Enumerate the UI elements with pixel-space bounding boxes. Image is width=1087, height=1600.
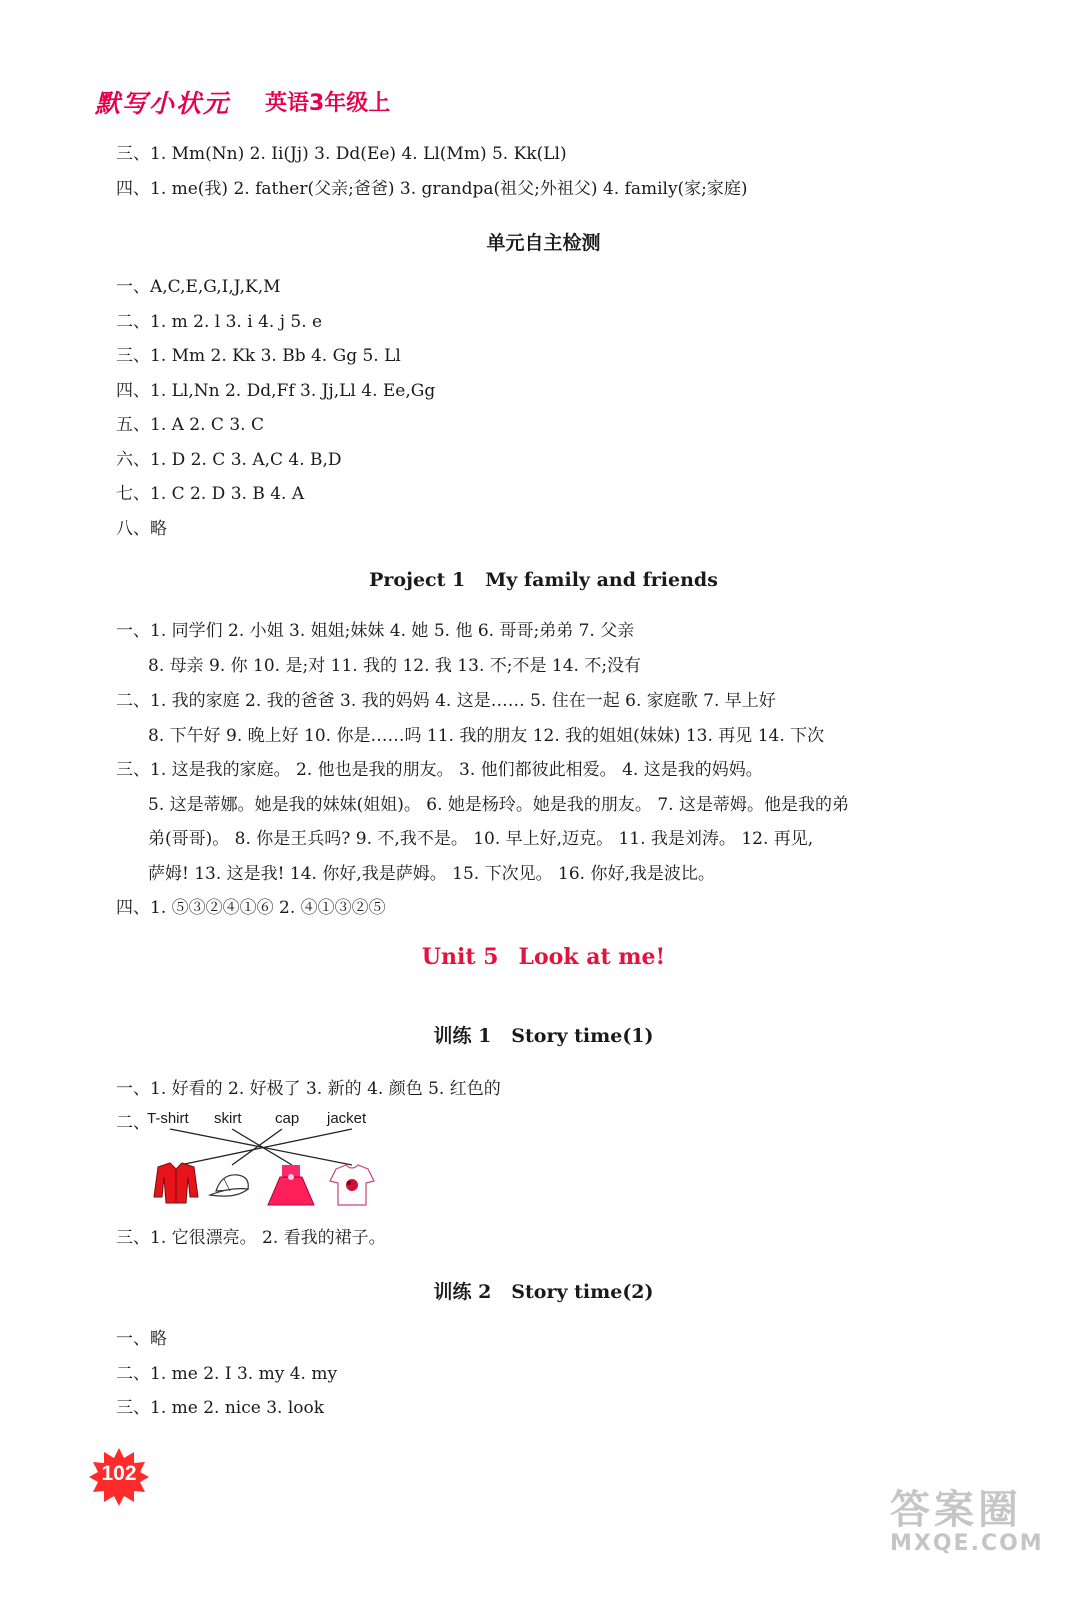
answer-line: 一、1. 好看的 2. 好极了 3. 新的 4. 颜色 5. 红色的 (116, 1079, 501, 1099)
unit-title (0, 944, 1087, 970)
answer-line: 萨姆! 13. 这是我! 14. 你好,我是萨姆。 15. 下次见。 16. 你好,我是波比。 (148, 864, 715, 884)
answer-line: 四、1. me(我) 2. father(父亲;爸爸) 3. grandpa(祖父;外祖父) 4. family(家;家庭) (116, 179, 748, 199)
skirt-picture (268, 1165, 314, 1205)
jacket-picture (154, 1163, 198, 1203)
section-title-training2 (0, 1277, 1087, 1304)
answer-line: 一、A,C,E,G,I,J,K,M (116, 277, 281, 297)
section-title-project1 (0, 569, 1087, 591)
training-label: 训练 2 (433, 1281, 492, 1303)
answer-line: 三、1. me 2. nice 3. look (116, 1398, 325, 1418)
answer-line: 三、1. Mm 2. Kk 3. Bb 4. Gg 5. Ll (116, 346, 401, 366)
answer-line: 一、略 (116, 1329, 167, 1349)
project-label: Project 1 (369, 569, 466, 591)
answer-line: 三、1. 这是我的家庭。 2. 他也是我的朋友。 3. 他们都彼此相爱。 4. 这是我的妈妈。 (116, 760, 763, 780)
tshirt-picture (330, 1165, 374, 1205)
answer-line: 8. 母亲 9. 你 10. 是;对 11. 我的 12. 我 13. 不;不是 14. 不;没有 (148, 656, 642, 676)
match-word-tshirt: T-shirt (147, 1110, 189, 1127)
answer-line: 三、1. 它很漂亮。 2. 看我的裙子。 (116, 1228, 386, 1248)
matching-diagram (140, 1125, 380, 1210)
answer-line: 四、1. ⑤③②④①⑥ 2. ④①③②⑤ (116, 898, 386, 918)
book-subtitle: 英语3年级上 (265, 91, 391, 116)
match-word-skirt: skirt (214, 1110, 242, 1127)
answer-line: 八、略 (116, 519, 167, 539)
watermark-top: 答案圈 (890, 1487, 1022, 1533)
answer-line: 5. 这是蒂娜。她是我的妹妹(姐姐)。 6. 她是杨玲。她是我的朋友。 7. 这是蒂姆。他是我的弟 (148, 795, 849, 815)
answer-line: 二、1. 我的家庭 2. 我的爸爸 3. 我的妈妈 4. 这是…… 5. 住在一起 6. 家庭歌 7. 早上好 (116, 691, 776, 711)
answer-line: 二、1. m 2. l 3. i 4. j 5. e (116, 312, 323, 332)
training-name: Story time(1) (511, 1025, 654, 1047)
answer-line: 七、1. C 2. D 3. B 4. A (116, 484, 305, 504)
answer-line: 五、1. A 2. C 3. C (116, 415, 264, 435)
answer-line: 三、1. Mm(Nn) 2. Ii(Jj) 3. Dd(Ee) 4. Ll(Mm) 5. Kk(Ll) (116, 144, 567, 164)
answer-line: 四、1. Ll,Nn 2. Dd,Ff 3. Jj,Ll 4. Ee,Gg (116, 381, 436, 401)
series-brand: 默写小状元 (95, 89, 231, 118)
project-name: My family and friends (485, 569, 718, 591)
section-title-training1 (0, 1021, 1087, 1048)
section-title-unit-test: 单元自主检测 (486, 232, 601, 254)
training-name: Story time(2) (511, 1281, 654, 1303)
answer-line: 8. 下午好 9. 晚上好 10. 你是……吗 11. 我的朋友 12. 我的姐姐(妹妹) 13. 再见 14. 下次 (148, 726, 825, 746)
training-label: 训练 1 (433, 1025, 492, 1047)
unit-name: Look at me! (518, 944, 666, 970)
watermark-bottom: MXQE.COM (890, 1531, 1044, 1556)
answer-line: 一、1. 同学们 2. 小姐 3. 姐姐;妹妹 4. 她 5. 他 6. 哥哥;弟弟 7. 父亲 (116, 621, 635, 641)
match-word-jacket: jacket (327, 1110, 367, 1127)
page-number: 102 (101, 1462, 137, 1485)
unit-label: Unit 5 (421, 944, 499, 970)
answer-line: 二、1. me 2. I 3. my 4. my (116, 1364, 338, 1384)
match-lines (170, 1129, 352, 1165)
answer-line: 弟(哥哥)。 8. 你是王兵吗? 9. 不,我不是。 10. 早上好,迈克。 11. 我是刘涛。 12. 再见, (148, 829, 814, 849)
cap-picture (210, 1175, 248, 1196)
watermark (890, 1478, 1044, 1556)
match-word-cap: cap (275, 1110, 300, 1127)
answer-line: 六、1. D 2. C 3. A,C 4. B,D (116, 450, 342, 470)
match-prefix: 二、 (116, 1113, 150, 1133)
